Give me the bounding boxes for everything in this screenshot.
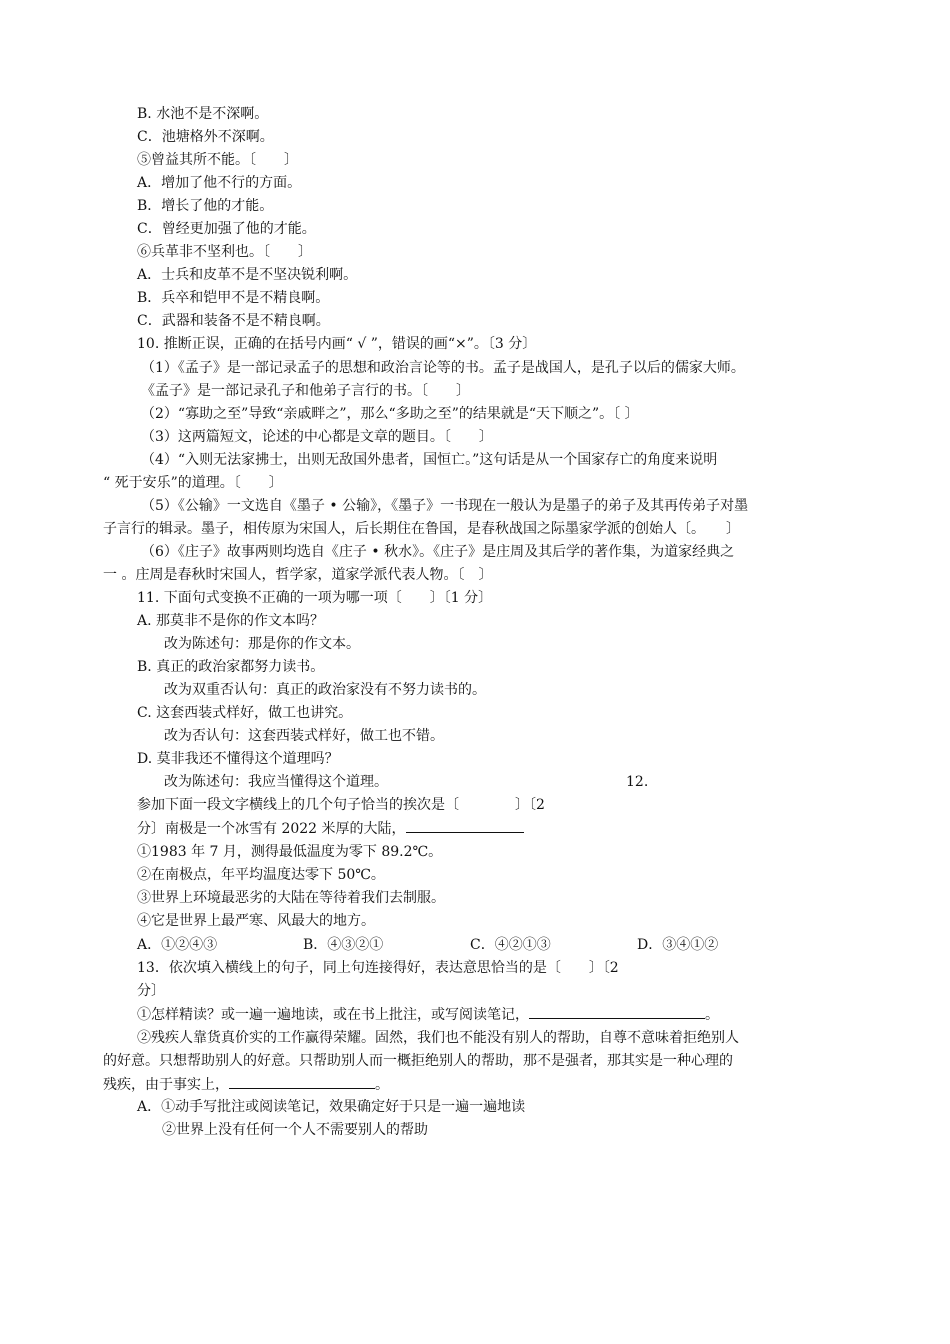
q11-option-d: D. 莫非我还不懂得这个道理吗？: [137, 751, 339, 767]
q12-sentence-1: ①1983 年 7 月，测得最低温度为零下 89.2℃。: [137, 844, 443, 860]
q9-option-6a: A．士兵和皮革不是不坚决锐利啊。: [137, 267, 358, 283]
q12-answer-blank[interactable]: [406, 818, 524, 833]
q13-passage-2-text: 残疾，由于事实上，: [103, 1077, 229, 1093]
q10-item-6: （6）《庄子》故事两则均选自《庄子 • 秋水》。《庄子》是庄周及其后学的著作集，为道家经典之: [141, 544, 735, 560]
q10-item-5-cont: 子言行的辑录。墨子，相传原为宋国人，后长期住在鲁国，是春秋战国之际墨家学派的创始人〔。 〕: [103, 521, 740, 537]
q9-option-6b: B．兵卒和铠甲不是不精良啊。: [137, 290, 330, 306]
q13-title: 13．依次填入横线上的句子，同上句连接得好，表达意思恰当的是〔 〕〔2: [137, 960, 619, 976]
q11-option-c-rewrite: 改为否认句：这套西装式样好，做工也不错。: [164, 728, 444, 744]
q9-sentence-5: ⑤曾益其所不能。〔 〕: [137, 152, 298, 168]
q13-title-cont: 分〕: [137, 983, 165, 999]
q9-option-6c: C．武器和装备不是不精良啊。: [137, 313, 330, 329]
q11-title: 11. 下面句式变换不正确的一项为哪一项〔 〕〔1 分〕: [137, 590, 493, 606]
q13-passage-1-text: ①怎样精读？或一遍一遍地读，或在书上批注，或写阅读笔记，: [137, 1007, 529, 1023]
q11-option-a: A. 那莫非不是你的作文本吗？: [137, 613, 325, 629]
q13-passage-2-cont: 的好意。只想帮助别人的好意。只帮助别人而一概拒绝别人的帮助，那不是强者，那其实是一种心理的: [103, 1053, 733, 1069]
q13-blank-2[interactable]: [229, 1074, 375, 1089]
q10-item-4: （4）“入则无法家拂士，出则无敌国外患者，国恒亡。”这句话是从一个国家存亡的角度来说明: [141, 452, 718, 468]
q9-sentence-6: ⑥兵革非不坚利也。〔 〕: [137, 244, 312, 260]
q10-item-4-cont: “ 死于安乐”的道理。〔 〕: [103, 475, 283, 491]
q13-passage-2: ②残疾人靠货真价实的工作赢得荣耀。固然，我们也不能没有别人的帮助，自尊不意味着拒绝别人: [137, 1030, 739, 1046]
q13-passage-1: [137, 1004, 719, 1025]
q13-passage-2-end: 。: [375, 1077, 389, 1093]
q10-item-2: （2）“寡助之至”导致“亲戚畔之”，那么“多助之至”的结果就是“天下顺之”。〔 〕: [141, 406, 639, 422]
q10-item-3: （3）这两篇短文，论述的中心都是文章的题目。〔 〕: [141, 429, 493, 445]
q10-item-5: （5）《公输》一文选自《墨子 • 公输》，《墨子》一书现在一般认为是墨子的弟子及其再传弟子对墨: [141, 498, 749, 514]
q11-option-d-rewrite: 改为陈述句：我应当懂得这个道理。: [164, 774, 388, 790]
q13-passage-2-end-line: [103, 1074, 389, 1095]
q11-option-b: B. 真正的政治家都努力读书。: [137, 659, 325, 675]
q13-option-a-part2: ②世界上没有任何一个人不需要别人的帮助: [162, 1122, 428, 1138]
q10-item-1: （1）《孟子》是一部记录孟子的思想和政治言论等的书。孟子是战国人，是孔子以后的儒家大师。: [141, 360, 745, 376]
q12-sentence-4: ④它是世界上最严寒、风最大的地方。: [137, 913, 375, 929]
q9-option-4c: C．池塘格外不深啊。: [137, 129, 274, 145]
q9-option-5c: C．曾经更加强了他的才能。: [137, 221, 316, 237]
q12-sentence-2: ②在南极点，年平均温度达零下 50℃。: [137, 867, 385, 883]
q9-option-5a: A．增加了他不行的方面。: [137, 175, 302, 191]
q12-choice-b: B．④③②①: [303, 937, 384, 953]
q12-passage-text: 分〕南极是一个冰雪有 2022 米厚的大陆，: [137, 821, 406, 837]
q11-option-c: C. 这套西装式样好，做工也讲究。: [137, 705, 353, 721]
q11-option-a-rewrite: 改为陈述句：那是你的作文本。: [164, 636, 360, 652]
q12-choice-c: C．④②①③: [470, 937, 551, 953]
q13-blank-1[interactable]: [529, 1004, 705, 1019]
q9-option-5b: B．增长了他的才能。: [137, 198, 274, 214]
q12-title: 参加下面一段文字横线上的几个句子恰当的挨次是〔 〕〔2: [137, 797, 545, 813]
q9-option-4b: B. 水池不是不深啊。: [137, 106, 269, 122]
q11-option-b-rewrite: 改为双重否认句：真正的政治家没有不努力读书的。: [164, 682, 486, 698]
q10-title: 10. 推断正误，正确的在括号内画“ √ ”，错误的画“×”。〔3 分〕: [137, 336, 537, 352]
q10-item-1-cont: 《孟子》是一部记录孔子和他弟子言行的书。〔 〕: [141, 383, 470, 399]
q12-choice-a: A．①②④③: [137, 937, 218, 953]
q12-choice-d: D．③④①②: [637, 937, 719, 953]
q12-passage: [137, 818, 524, 839]
q10-item-6-cont: 一 。庄周是春秋时宋国人，哲学家，道家学派代表人物。〔 〕: [103, 567, 493, 583]
q13-passage-1-end: 。: [705, 1007, 719, 1023]
q12-sentence-3: ③世界上环境最恶劣的大陆在等待着我们去制服。: [137, 890, 445, 906]
q13-option-a: A．①动手写批注或阅读笔记，效果确定好于只是一遍一遍地读: [137, 1099, 526, 1115]
q12-number: 12.: [626, 774, 649, 790]
